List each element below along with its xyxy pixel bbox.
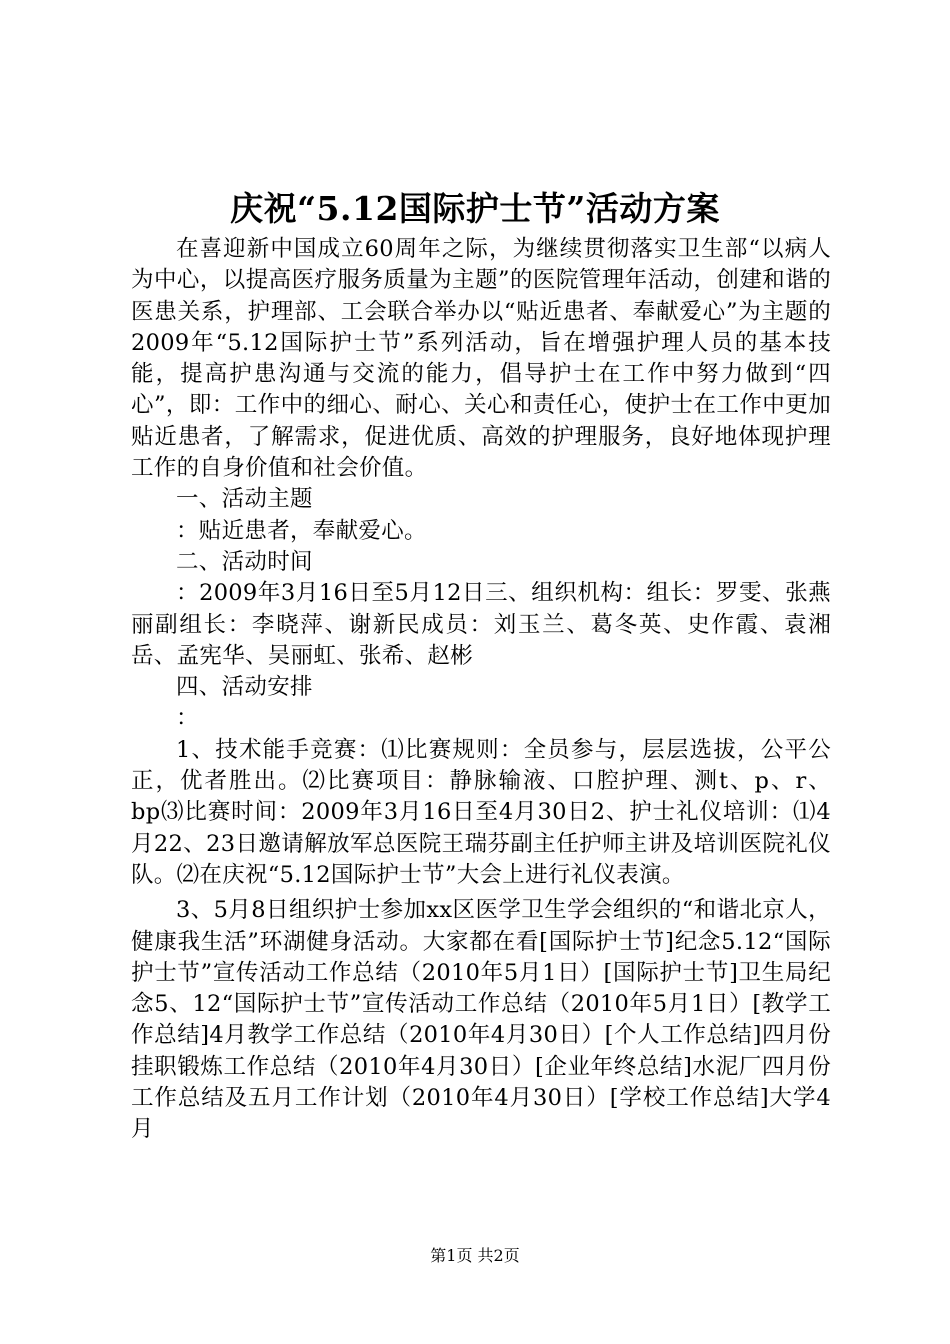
document-body bbox=[131, 234, 831, 1146]
page-footer: 第1页 共2页 bbox=[430, 1246, 520, 1265]
arrangement-item-3: 3、5月8日组织护士参加xx区医学卫生学会组织的“和谐北京人，健康我生活”环湖健身活动。大家都在看[国际护士节]纪念5.12“国际护士节”宣传活动工作总结（2010年5月1日）[国际护士节]卫生局纪念5、12“国际护士节”宣传活动工作总结（2010年5月1日）[教学工作总结]4月教学工作总结（2010年4月30日）[个人工作总结]四月份挂职锻炼工作总结（2010年4月30日）[企业年终总结]水泥厂四月份工作总结及五月工作计划（2010年4月30日）[学校工作总结]大学4月 bbox=[131, 897, 831, 1143]
document-title: 庆祝“5.12国际护士节”活动方案 bbox=[230, 189, 720, 228]
time-and-organization: ：2009年3月16日至5月12日三、组织机构：组长：罗雯、张燕丽副组长：李晓萍、谢新民成员：刘玉兰、葛冬英、史作霞、袁湘岳、孟宪华、吴丽虹、张希、赵彬 bbox=[131, 580, 831, 669]
intro-paragraph: 在喜迎新中国成立60周年之际，为继续贯彻落实卫生部“以病人为中心，以提高医疗服务质量为主题”的医院管理年活动，创建和谐的医患关系，护理部、工会联合举办以“贴近患者、奉献爱心”为主题的2009年“5.12国际护士节”系列活动，旨在增强护理人员的基本技能，提高护患沟通与交流的能力，倡导护士在工作中努力做到“四心”，即：工作中的细心、耐心、关心和责任心，使护士在工作中更加贴近患者，了解需求，促进优质、高效的护理服务，良好地体现护理工作的自身价值和社会价值。 bbox=[131, 236, 831, 482]
section-heading-theme: 一、活动主题 bbox=[176, 486, 313, 513]
theme-content: ：贴近患者，奉献爱心。 bbox=[176, 517, 427, 544]
section-heading-arrangement: 四、活动安排 bbox=[176, 674, 313, 701]
arrangement-items-1-2: 1、技术能手竞赛：⑴比赛规则：全员参与，层层选拔，公平公正，优者胜出。⑵比赛项目：静脉输液、口腔护理、测t、p、r、bp⑶比赛时间：2009年3月16日至4月30日2、护士礼仪培训：⑴4月22、23日邀请解放军总医院王瑞芬副主任护师主讲及培训医院礼仪队。⑵在庆祝“5.12国际护士节”大会上进行礼仪表演。 bbox=[131, 736, 831, 888]
arrangement-colon: ： bbox=[176, 705, 199, 732]
section-heading-time: 二、活动时间 bbox=[176, 548, 313, 575]
